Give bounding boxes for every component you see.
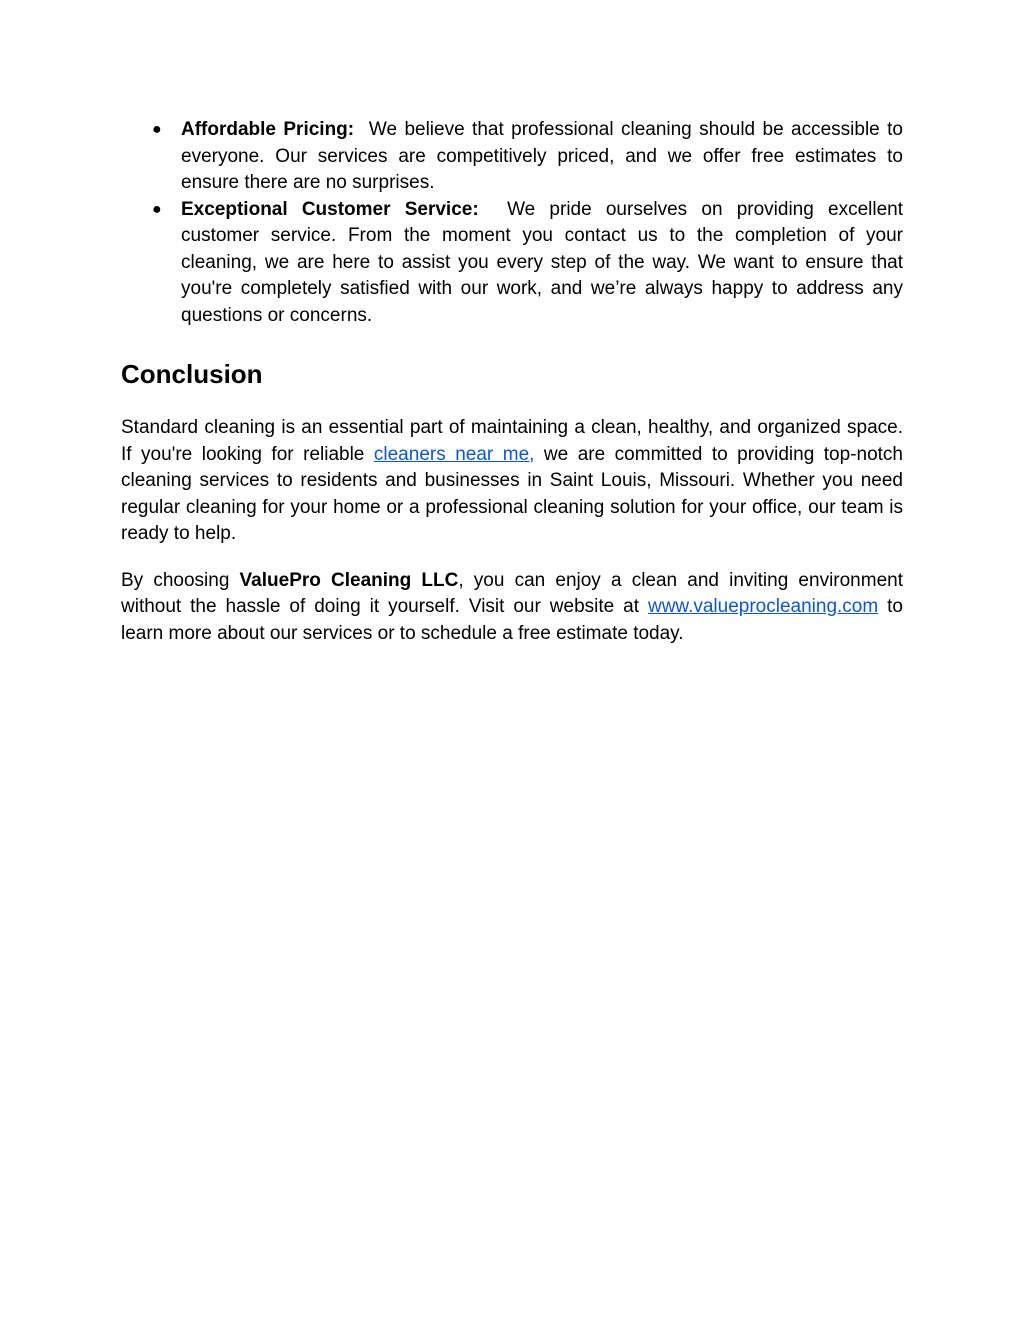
paragraph-text: By choosing — [121, 569, 240, 591]
bullet-icon: ● — [152, 200, 162, 218]
paragraph-text: to learn more about our services or to schedule a free estimate today. — [121, 596, 904, 644]
paragraph-text: we are committed to providing top-notch cleaning services to residents and businesses in Saint Louis, Missouri. Whether you need regular cleaning for your home or a professional cleaning solution for your office, our team is ready to help. — [121, 443, 904, 544]
document-page — [121, 117, 909, 647]
cleaners-near-me-link[interactable]: cleaners near me, — [373, 443, 535, 465]
bullet-title: Affordable Pricing: — [181, 119, 355, 140]
paragraph-text: , you can enjoy a clean and inviting environment without the hassle of doing it yourself. Visit our website at — [121, 569, 903, 617]
bullet-icon: ● — [152, 121, 162, 138]
bullet-text: We believe that professional cleaning should be accessible to everyone. Our services are competitively priced, and we offer free estimates to ensure there are no surprises. — [181, 119, 909, 193]
benefits-list — [121, 117, 909, 329]
section-heading: Conclusion — [121, 359, 263, 389]
list-item — [121, 117, 909, 197]
list-item — [121, 197, 909, 330]
paragraph-text: Standard cleaning is an essential part of maintaining a clean, healthy, and organized space. If you're looking for reliable — [121, 417, 903, 465]
website-link[interactable]: www.valueprocleaning.com — [647, 596, 879, 617]
closing-paragraph — [121, 568, 903, 648]
conclusion-paragraph — [121, 415, 903, 548]
bullet-text: We pride ourselves on providing excellent customer service. From the moment you contact us to the completion of your cleaning, we are here to assist you every step of the way. We want to ensure that you're completely satisfied with our work, and we’re always happy to address any questions or concerns. — [181, 198, 909, 326]
bullet-title: Exceptional Customer Service: — [181, 198, 479, 220]
company-name: ValuePro Cleaning LLC — [239, 569, 459, 591]
